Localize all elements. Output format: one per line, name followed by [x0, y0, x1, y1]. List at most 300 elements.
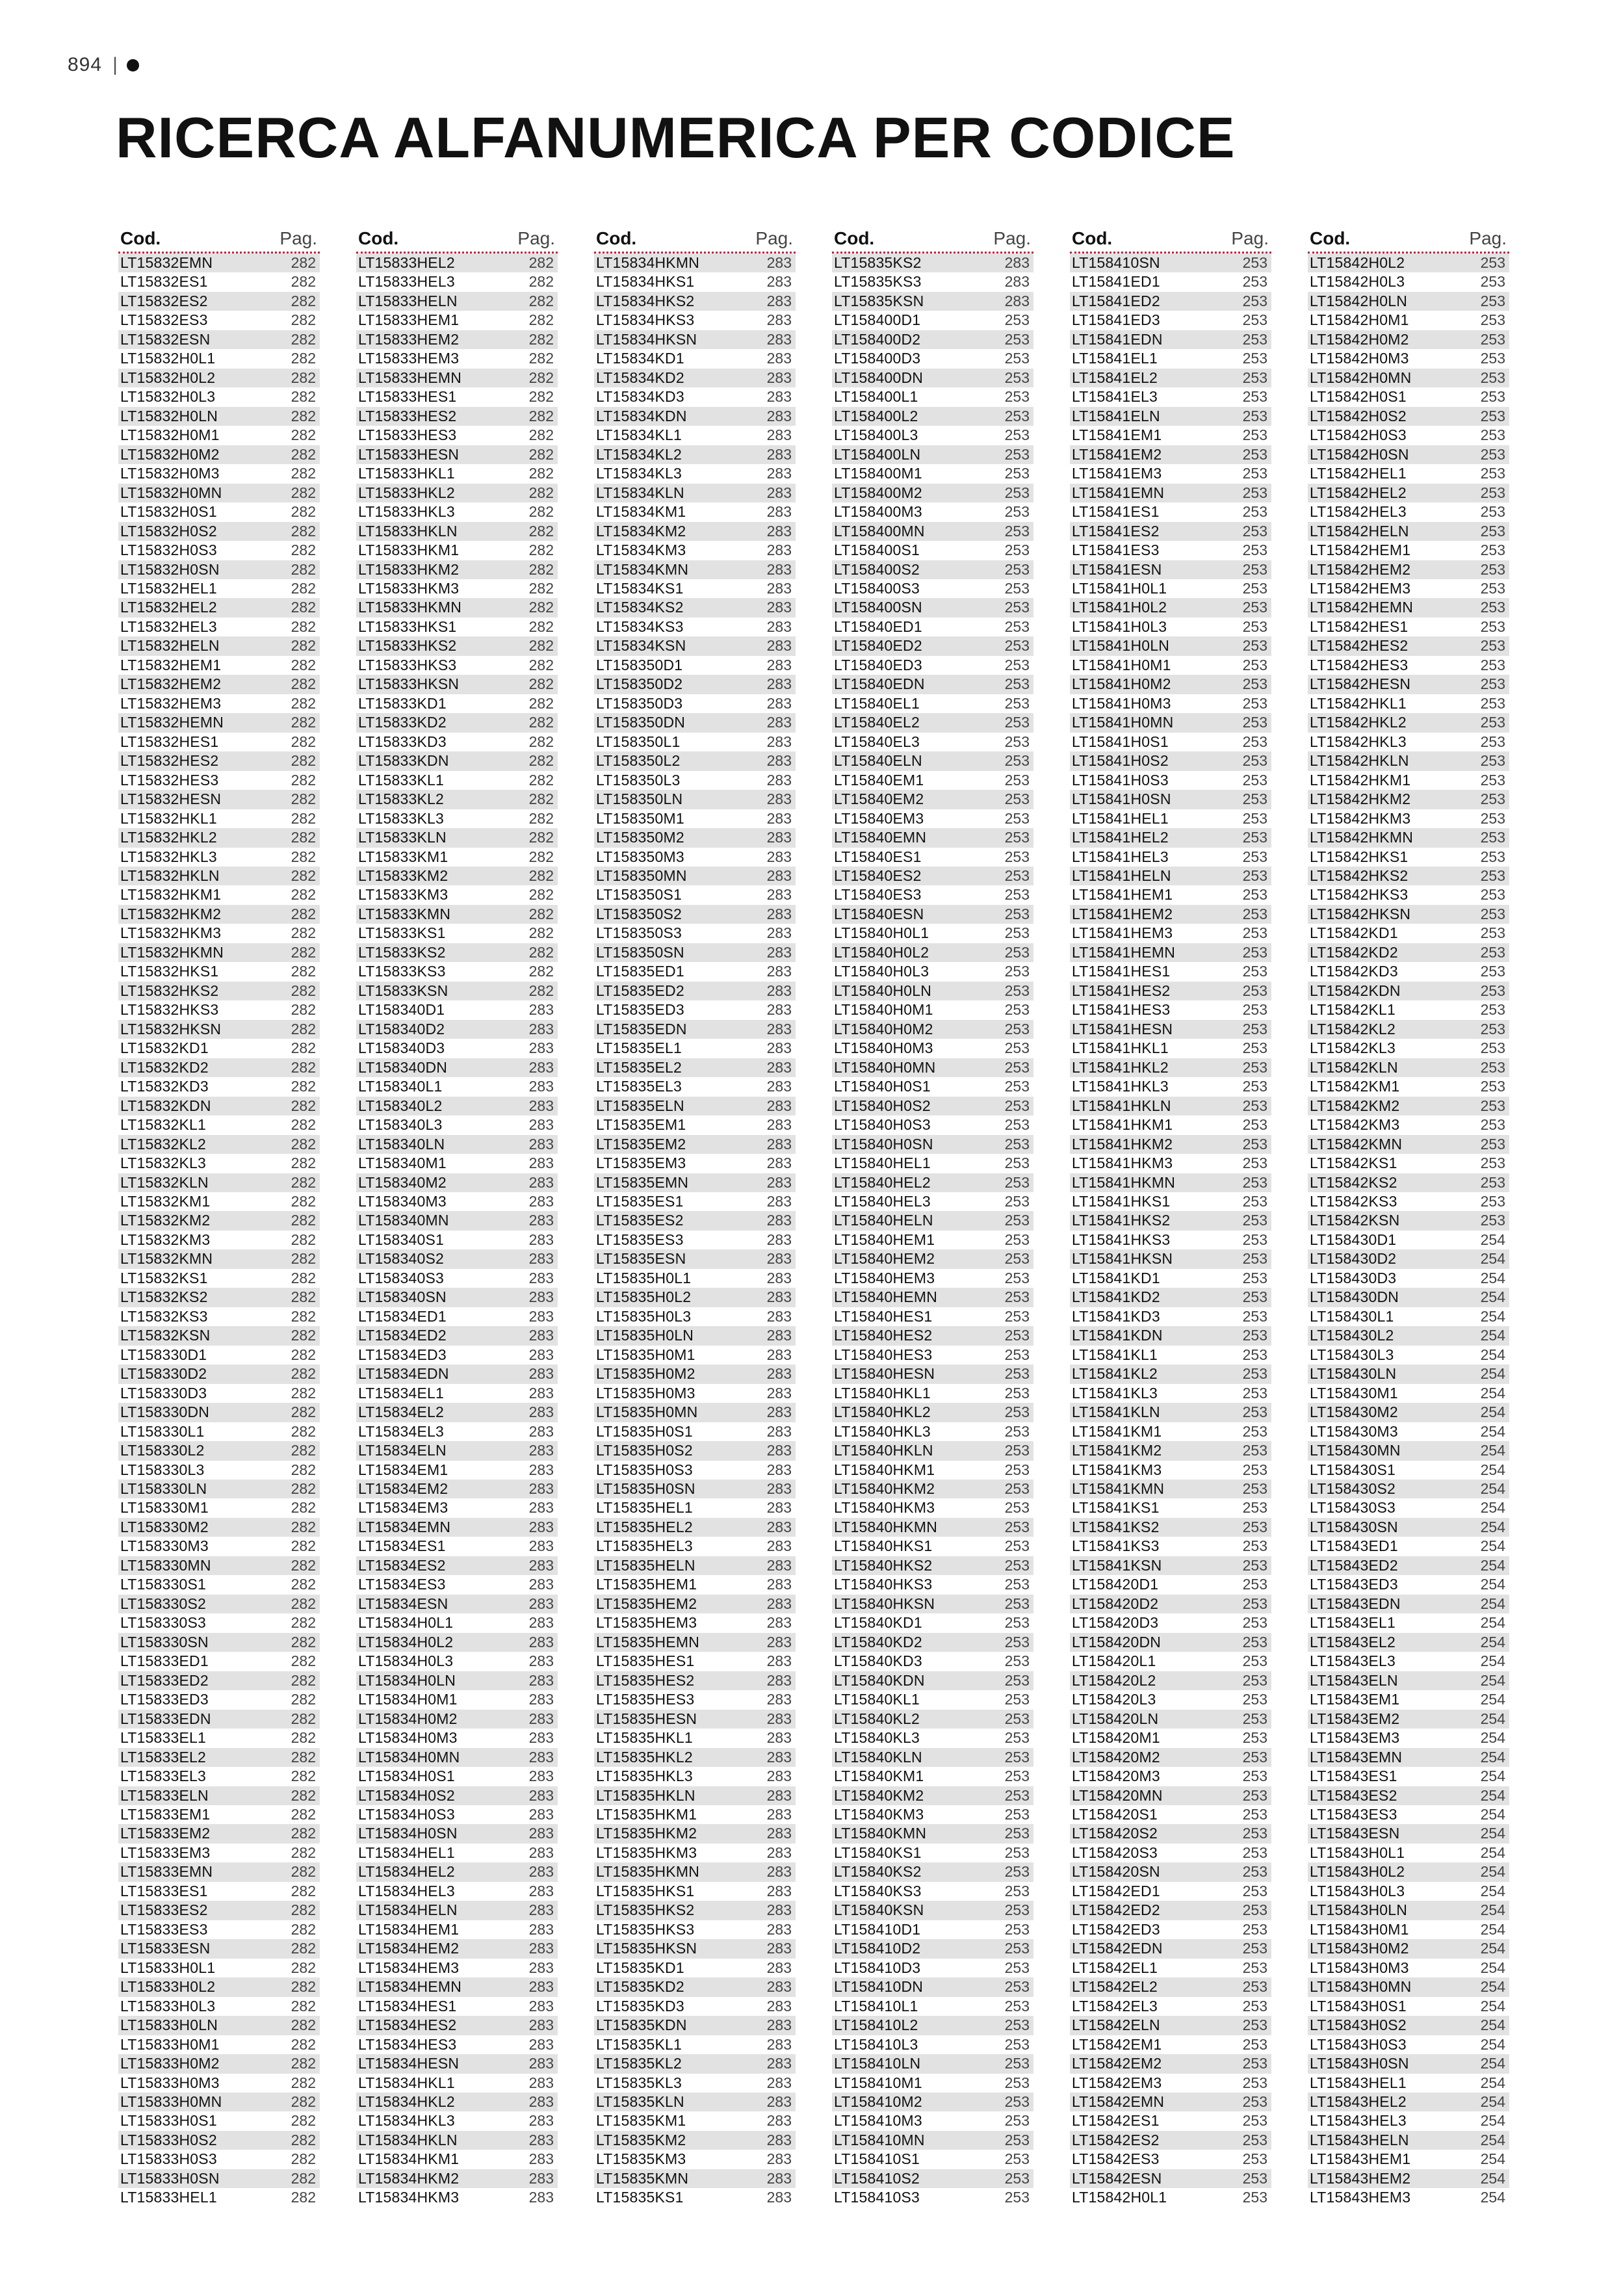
table-row — [1070, 1077, 1271, 1096]
page-reference: 253 — [1480, 503, 1505, 521]
page-reference: 253 — [1242, 407, 1267, 424]
table-row — [832, 484, 1033, 502]
table-row — [594, 905, 796, 924]
table-row — [118, 905, 320, 924]
table-row — [356, 1977, 558, 1996]
page-reference: 253 — [1242, 886, 1267, 904]
page-reference: 282 — [291, 829, 316, 846]
product-code: LT15842HKM1 — [1310, 771, 1411, 789]
table-row — [118, 1595, 320, 1613]
product-code: LT158400DN — [834, 369, 924, 386]
table-row — [1308, 311, 1509, 330]
table-row — [832, 2111, 1033, 2130]
page-reference: 253 — [1242, 2189, 1267, 2206]
product-code: LT15833KD1 — [358, 694, 447, 712]
table-row — [1308, 1882, 1509, 1901]
page-reference: 253 — [1480, 1001, 1505, 1019]
product-code: LT15843HEL1 — [1310, 2074, 1407, 2091]
page-reference: 253 — [1242, 618, 1267, 635]
page-reference: 253 — [1004, 618, 1030, 635]
page-reference: 282 — [291, 2035, 316, 2053]
product-code: LT15841ED3 — [1072, 311, 1160, 329]
page-reference: 282 — [291, 2074, 316, 2091]
table-row — [118, 1862, 320, 1881]
table-row — [356, 1422, 558, 1441]
table-row — [1308, 1307, 1509, 1326]
page-reference: 282 — [528, 694, 554, 712]
product-code: LT15834HES2 — [358, 2016, 457, 2034]
product-code: LT158410M2 — [834, 2093, 922, 2110]
table-row — [118, 1786, 320, 1805]
table-row — [118, 1115, 320, 1134]
page-reference: 283 — [766, 829, 792, 846]
page-reference: 283 — [528, 1595, 554, 1612]
code-column-header: Cod. — [596, 228, 637, 248]
table-row — [832, 1824, 1033, 1843]
product-code: LT15842HESN — [1310, 675, 1411, 693]
page-reference: 253 — [1004, 809, 1030, 827]
table-row — [594, 1977, 796, 1996]
table-row — [594, 771, 796, 790]
product-code: LT15841HKM2 — [1072, 1135, 1173, 1153]
page-reference: 283 — [528, 1901, 554, 1919]
page-reference: 253 — [1480, 1212, 1505, 1229]
product-code: LT158340M2 — [358, 1173, 447, 1191]
page-reference: 283 — [766, 924, 792, 942]
table-row — [1308, 675, 1509, 694]
product-code: LT15835H0M2 — [596, 1365, 695, 1383]
page-reference: 283 — [766, 426, 792, 444]
page-reference: 283 — [766, 733, 792, 750]
table-row — [118, 1498, 320, 1517]
header-separator: | — [112, 54, 118, 75]
table-row — [832, 982, 1033, 1000]
table-row — [832, 1154, 1033, 1173]
table-row — [1308, 1364, 1509, 1383]
page-reference: 282 — [528, 484, 554, 501]
product-code: LT15832HES1 — [120, 733, 219, 750]
page-reference: 254 — [1480, 1863, 1505, 1881]
page-reference: 283 — [528, 1518, 554, 1535]
product-code: LT15840ED2 — [834, 637, 922, 655]
page-reference: 253 — [1480, 369, 1505, 386]
page-reference: 253 — [1242, 848, 1267, 865]
table-row — [832, 1326, 1033, 1345]
product-code: LT15834H0M3 — [358, 1729, 458, 1747]
page-reference: 254 — [1480, 1748, 1505, 1766]
page-reference: 283 — [528, 2074, 554, 2091]
page-reference: 253 — [1242, 1097, 1267, 1114]
table-row — [832, 560, 1033, 579]
product-code: LT15842H0S2 — [1310, 407, 1407, 424]
table-row — [594, 694, 796, 713]
table-row — [118, 1920, 320, 1939]
page-reference: 283 — [766, 599, 792, 616]
product-code: LT158420L3 — [1072, 1691, 1156, 1708]
product-code: LT15840KSN — [834, 1901, 924, 1919]
table-row — [594, 2074, 796, 2093]
table-row — [356, 598, 558, 617]
page-reference: 253 — [1004, 963, 1030, 980]
product-code: LT15843H0L3 — [1310, 1882, 1405, 1899]
product-code: LT15834HKM1 — [358, 2150, 460, 2168]
page-reference: 282 — [291, 1633, 316, 1650]
product-code: LT15840KS3 — [834, 1882, 922, 1899]
product-code: LT158340M3 — [358, 1192, 447, 1210]
product-code: LT158400D1 — [834, 311, 921, 329]
product-code: LT15835KLN — [596, 2093, 684, 2110]
product-code: LT15834ELN — [358, 1442, 447, 1459]
table-row — [832, 943, 1033, 962]
table-row — [594, 2016, 796, 2035]
table-row — [118, 1077, 320, 1096]
page-reference: 254 — [1480, 1671, 1505, 1689]
table-row — [356, 484, 558, 502]
page-reference: 283 — [528, 1748, 554, 1766]
table-row — [1070, 254, 1271, 272]
product-code: LT15841ESN — [1072, 560, 1162, 578]
table-row — [1070, 1020, 1271, 1039]
table-row — [1070, 618, 1271, 636]
product-code: LT158430LN — [1310, 1365, 1397, 1383]
product-code: LT15835EM3 — [596, 1155, 686, 1172]
page-reference: 283 — [766, 522, 792, 540]
product-code: LT15835HES2 — [596, 1671, 695, 1689]
product-code: LT15835HKS1 — [596, 1882, 695, 1899]
page-reference: 282 — [291, 465, 316, 482]
product-code: LT15835EMN — [596, 1173, 689, 1191]
product-code: LT15834HES3 — [358, 2035, 457, 2053]
page-reference: 253 — [1480, 694, 1505, 712]
product-code: LT15833HEM1 — [358, 311, 460, 329]
product-code: LT15842HEL3 — [1310, 503, 1407, 521]
product-code: LT158350S3 — [596, 924, 682, 942]
table-row — [118, 885, 320, 904]
table-row — [832, 1498, 1033, 1517]
product-code: LT158410D2 — [834, 1940, 921, 1957]
table-row — [356, 1748, 558, 1767]
product-code: LT158430D1 — [1310, 1231, 1397, 1248]
table-row — [356, 464, 558, 483]
table-row — [832, 598, 1033, 617]
table-row — [594, 598, 796, 617]
page-reference: 283 — [528, 1844, 554, 1861]
product-code: LT158330S2 — [120, 1595, 207, 1612]
table-row — [1308, 1154, 1509, 1173]
page-reference: 253 — [1242, 2112, 1267, 2130]
page-reference: 253 — [1004, 2093, 1030, 2110]
page-reference: 254 — [1480, 1691, 1505, 1708]
product-code: LT158350L2 — [596, 752, 681, 770]
product-code: LT158350SN — [596, 943, 684, 961]
page-reference: 253 — [1242, 579, 1267, 597]
product-code: LT15841KM1 — [1072, 1422, 1162, 1440]
product-code: LT15840HES3 — [834, 1346, 933, 1363]
page-reference: 283 — [766, 1786, 792, 1804]
page-reference: 283 — [766, 675, 792, 693]
page-reference: 282 — [291, 714, 316, 731]
page-reference: 282 — [291, 1384, 316, 1402]
product-code: LT15835EM1 — [596, 1116, 686, 1134]
page-reference: 253 — [1480, 292, 1505, 309]
page-reference: 253 — [1242, 1461, 1267, 1478]
table-row — [118, 369, 320, 387]
table-row — [118, 2093, 320, 2111]
table-row — [1308, 349, 1509, 368]
table-row — [356, 1231, 558, 1249]
table-row — [356, 1882, 558, 1901]
table-row — [1308, 713, 1509, 732]
table-row — [594, 885, 796, 904]
product-code: LT15835ES3 — [596, 1231, 684, 1248]
table-row — [832, 1249, 1033, 1268]
product-code: LT15832H0M3 — [120, 465, 220, 482]
product-code: LT15832H0L2 — [120, 369, 216, 386]
page-reference: 253 — [1242, 1499, 1267, 1517]
table-row — [118, 1039, 320, 1058]
table-row — [118, 1824, 320, 1843]
product-code: LT15840HKM1 — [834, 1461, 935, 1478]
product-code: LT15840HEM1 — [834, 1231, 935, 1248]
page-reference: 283 — [528, 1212, 554, 1229]
table-row — [594, 1556, 796, 1575]
page-reference: 283 — [528, 1461, 554, 1478]
product-code: LT158420SN — [1072, 1863, 1160, 1881]
product-code: LT15835HKM1 — [596, 1805, 697, 1823]
page-reference: 283 — [766, 311, 792, 329]
page-reference: 253 — [1480, 982, 1505, 999]
product-code: LT15841HKM1 — [1072, 1116, 1173, 1134]
page-reference: 253 — [1242, 1155, 1267, 1172]
page-reference: 282 — [291, 1710, 316, 1727]
product-code: LT15841H0S3 — [1072, 771, 1169, 789]
product-code: LT15842ELN — [1072, 2016, 1160, 2034]
product-code: LT158340SN — [358, 1288, 447, 1306]
page-reference: 254 — [1480, 1288, 1505, 1306]
table-row — [1070, 426, 1271, 445]
table-row — [1070, 1039, 1271, 1058]
table-row — [356, 1135, 558, 1154]
product-code: LT15832HEL1 — [120, 579, 217, 597]
product-code: LT15832KS1 — [120, 1269, 208, 1286]
page-reference: 283 — [528, 1825, 554, 1842]
product-code: LT15834KDN — [596, 407, 687, 424]
page-reference: 253 — [1004, 848, 1030, 865]
product-code: LT15841HESN — [1072, 1020, 1173, 1037]
page-reference: 283 — [766, 2035, 792, 2053]
page-reference: 283 — [766, 1461, 792, 1478]
table-row — [356, 522, 558, 541]
page-reference: 283 — [766, 1212, 792, 1229]
product-code: LT15835HEL3 — [596, 1537, 693, 1555]
page-reference: 283 — [528, 1442, 554, 1459]
product-code: LT158340S2 — [358, 1250, 445, 1268]
page-reference: 253 — [1480, 579, 1505, 597]
product-code: LT158330S1 — [120, 1576, 207, 1593]
product-code: LT15833HEMN — [358, 369, 462, 386]
product-code: LT15833H0MN — [120, 2093, 222, 2110]
page-reference: 283 — [766, 1748, 792, 1766]
product-code: LT15840H0S3 — [834, 1116, 931, 1134]
page-reference: 253 — [1004, 407, 1030, 424]
page-reference: 253 — [1242, 1192, 1267, 1210]
table-row — [118, 982, 320, 1000]
page-reference: 282 — [291, 1768, 316, 1785]
page-reference: 283 — [528, 1135, 554, 1153]
page-reference: 253 — [1480, 848, 1505, 865]
table-row — [356, 1786, 558, 1805]
product-code: LT15833HKM3 — [358, 579, 460, 597]
page-reference: 253 — [1242, 541, 1267, 559]
table-row — [594, 1077, 796, 1096]
page-reference: 253 — [1242, 1614, 1267, 1632]
page-reference: 282 — [291, 426, 316, 444]
page-reference: 282 — [291, 752, 316, 770]
page-reference: 253 — [1242, 714, 1267, 731]
page-reference: 282 — [291, 2189, 316, 2206]
product-code: LT158430DN — [1310, 1288, 1399, 1306]
product-code: LT158330D1 — [120, 1346, 207, 1363]
page-reference: 282 — [291, 1307, 316, 1325]
product-code: LT15834H0L2 — [358, 1633, 454, 1650]
table-row — [594, 1862, 796, 1881]
page-reference: 253 — [1242, 1422, 1267, 1440]
product-code: LT15833H0M1 — [120, 2035, 220, 2053]
product-code: LT15834H0S3 — [358, 1805, 455, 1823]
table-row — [356, 1498, 558, 1517]
table-row — [594, 272, 796, 291]
product-code: LT158420L2 — [1072, 1671, 1156, 1689]
product-code: LT15842HES2 — [1310, 637, 1409, 655]
product-code: LT158350M1 — [596, 809, 684, 827]
page-reference: 253 — [1004, 943, 1030, 961]
table-row — [118, 2016, 320, 2035]
product-code: LT15842KS2 — [1310, 1173, 1397, 1191]
table-row — [832, 1020, 1033, 1039]
table-row — [1070, 713, 1271, 732]
page-reference: 283 — [528, 2150, 554, 2168]
table-row — [594, 1364, 796, 1383]
table-row — [1070, 272, 1271, 291]
page-reference: 283 — [766, 2016, 792, 2034]
table-row — [832, 349, 1033, 368]
product-code: LT15842KL1 — [1310, 1001, 1396, 1019]
product-code: LT15843H0S2 — [1310, 2016, 1407, 2034]
page-reference: 283 — [766, 2074, 792, 2091]
page-reference: 253 — [1004, 541, 1030, 559]
page-reference: 254 — [1480, 1365, 1505, 1383]
product-code: LT15835KD3 — [596, 1997, 684, 2015]
page-reference: 282 — [528, 675, 554, 693]
product-code: LT15833EM1 — [120, 1805, 211, 1823]
product-code: LT15835H0S1 — [596, 1422, 693, 1440]
page-reference: 283 — [766, 1135, 792, 1153]
column-header — [1308, 228, 1509, 254]
table-row — [832, 1939, 1033, 1958]
table-row — [356, 407, 558, 426]
product-code: LT158400S2 — [834, 560, 920, 578]
page-reference: 253 — [1480, 560, 1505, 578]
table-row — [356, 1959, 558, 1977]
product-code: LT15840HEMN — [834, 1288, 938, 1306]
page-reference: 282 — [528, 579, 554, 597]
page-reference: 283 — [766, 694, 792, 712]
product-code: LT15842HES1 — [1310, 618, 1409, 635]
table-row — [1070, 962, 1271, 981]
product-code: LT15843EM3 — [1310, 1729, 1400, 1747]
page-reference: 283 — [766, 465, 792, 482]
page-reference: 253 — [1004, 1978, 1030, 1996]
table-row — [118, 943, 320, 962]
product-code: LT15835HKM2 — [596, 1825, 697, 1842]
product-code: LT15835KD2 — [596, 1978, 684, 1996]
product-code: LT15832HEM1 — [120, 656, 222, 673]
product-code: LT15842H0S3 — [1310, 426, 1407, 444]
product-code: LT158340L2 — [358, 1097, 443, 1114]
product-code: LT15841ELN — [1072, 407, 1160, 424]
product-code: LT158410S2 — [834, 2169, 920, 2187]
page-reference: 282 — [528, 445, 554, 463]
product-code: LT15840ES1 — [834, 848, 922, 865]
page-reference: 253 — [1480, 1078, 1505, 1095]
page-reference: 282 — [528, 982, 554, 999]
table-row — [1308, 905, 1509, 924]
table-row — [118, 407, 320, 426]
page-reference: 282 — [528, 407, 554, 424]
page-reference: 283 — [528, 2131, 554, 2148]
table-row — [1070, 598, 1271, 617]
table-row — [1070, 1384, 1271, 1403]
table-row — [356, 2054, 558, 2073]
page-reference: 253 — [1004, 1825, 1030, 1842]
product-code: LT15835KS1 — [596, 2189, 684, 2206]
page-reference: 253 — [1004, 1231, 1030, 1248]
page-reference: 253 — [1004, 2189, 1030, 2206]
page-reference: 283 — [1004, 273, 1030, 291]
table-row — [118, 2188, 320, 2207]
product-code: LT15841HKLN — [1072, 1097, 1171, 1114]
product-code: LT15840HKL2 — [834, 1403, 931, 1421]
page-reference: 282 — [291, 1480, 316, 1497]
page-reference: 253 — [1242, 1480, 1267, 1497]
product-code: LT158330L3 — [120, 1461, 205, 1478]
page-reference: 253 — [1242, 1652, 1267, 1670]
page-reference: 253 — [1242, 2150, 1267, 2168]
product-code: LT15841H0L1 — [1072, 579, 1167, 597]
product-code: LT15834ES2 — [358, 1556, 446, 1574]
page-reference: 253 — [1004, 1959, 1030, 1976]
product-code: LT15833KS3 — [358, 963, 446, 980]
product-code: LT15833KD2 — [358, 714, 447, 731]
page-reference: 283 — [528, 1288, 554, 1306]
page-reference: 254 — [1480, 2055, 1505, 2072]
page-reference: 283 — [766, 1422, 792, 1440]
product-code: LT15840KM2 — [834, 1786, 924, 1804]
page-reference: 253 — [1242, 1748, 1267, 1766]
table-row — [356, 2016, 558, 2035]
table-row — [832, 1537, 1033, 1556]
page-reference: 254 — [1480, 1556, 1505, 1574]
page-reference: 283 — [766, 656, 792, 673]
product-code: LT15840EM2 — [834, 790, 924, 808]
table-row — [118, 560, 320, 579]
table-row — [594, 790, 796, 809]
product-code: LT15843H0L2 — [1310, 1863, 1405, 1881]
page-reference: 253 — [1480, 752, 1505, 770]
product-code: LT15834HKL2 — [358, 2093, 455, 2110]
table-row — [1308, 1135, 1509, 1154]
product-code: LT15841HES2 — [1072, 982, 1171, 999]
